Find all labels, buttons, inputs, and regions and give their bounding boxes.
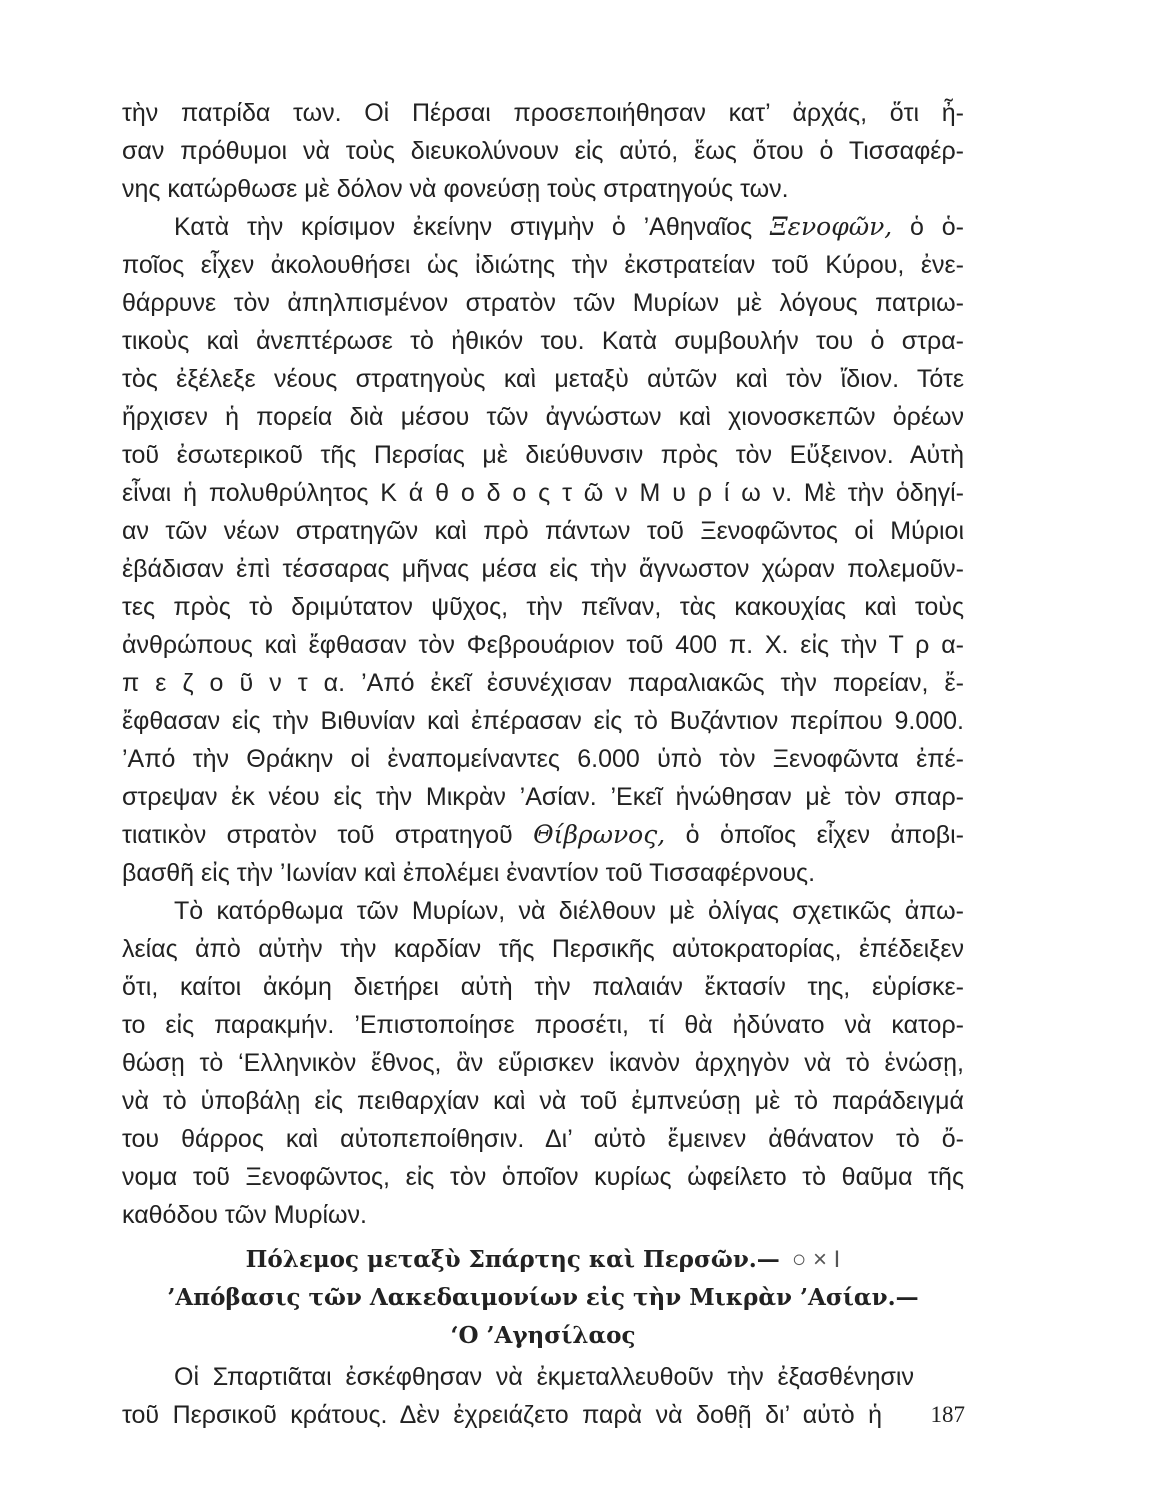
text-run: ὁ ὁποῖος εἶχεν ἀποβι- (685, 821, 964, 849)
text-line: ἐβάδισαν ἐπὶ τέσσαρας μῆνας μέσα εἰς τὴν ἄγνωστον χώραν πολεμοῦν- (122, 555, 964, 583)
text-line: καθόδου τῶν Μυρίων. (122, 1201, 367, 1229)
text-line (174, 210, 964, 244)
text-line: τοῦ ἐσωτερικοῦ τῆς Περσίας μὲ διεύθυνσιν πρὸς τὸν Εὔξεινον. Αὐτὴ (122, 441, 964, 469)
section-heading-line (122, 1242, 964, 1278)
text-line: ὅτι, καίτοι ἀκόμη διετήρει αὐτὴ τὴν παλαιάν ἔκτασίν της, εὑρίσκε- (122, 973, 964, 1001)
heading-text: Πόλεμος μεταξὺ Σπάρτης καὶ Περσῶν.— (245, 1246, 780, 1273)
handwritten-margin-note: ○ × Ι (791, 1246, 841, 1273)
italic-name: Θίβρωνος, (533, 820, 666, 849)
text-line: λείας ἀπὸ αὐτὴν τὴν καρδίαν τῆς Περσικῆς αὐτοκρατορίας, ἐπέδειξεν (122, 935, 964, 963)
text-line: Οἱ Σπαρτιᾶται ἐσκέφθησαν νὰ ἐκμεταλλευθοῦν τὴν ἐξασθένησιν (174, 1363, 914, 1391)
text-line: π ε ζ ο ῦ ν τ α. ’Από ἐκεῖ ἐσυνέχισαν παραλιακῶς τὴν πορείαν, ἔ- (122, 669, 964, 697)
text-line: νης κατώρθωσε μὲ δόλον νὰ φονεύσῃ τοὺς στρατηγούς των. (122, 175, 789, 203)
text-line: ’Από τὴν Θράκην οἱ ἐναπομείναντες 6.000 ὑπὸ τὸν Ξενοφῶντα ἐπέ- (122, 745, 964, 773)
text-run: ὁ ὁ- (910, 213, 964, 241)
text-line: τοῦ Περσικοῦ κράτους. Δὲν ἐχρειάζετο παρὰ νὰ δοθῇ δι’ αὐτὸ ἡ (122, 1401, 882, 1429)
text-line: ἔφθασαν εἰς τὴν Βιθυνίαν καὶ ἐπέρασαν εἰς τὸ Βυζάντιον περίπου 9.000. (122, 707, 964, 735)
text-line: θάρρυνε τὸν ἀπηλπισμένον στρατὸν τῶν Μυρίων μὲ λόγους πατριω- (122, 289, 964, 317)
text-line: τὸς ἐξέλεξε νέους στρατηγοὺς καὶ μεταξὺ αὐτῶν καὶ τὸν ἴδιον. Τότε (122, 365, 964, 393)
text-line: εἶναι ἡ πολυθρύλητος Κ ά θ ο δ ο ς τ ῶ ν Μ υ ρ ί ω ν. Μὲ τὴν ὁδηγί- (122, 479, 964, 507)
text-line: τες πρὸς τὸ δριμύτατον ψῦχος, τὴν πεῖναν, τὰς κακουχίας καὶ τοὺς (122, 593, 964, 621)
text-line: νομα τοῦ Ξενοφῶντος, εἰς τὸν ὁποῖον κυρίως ὠφείλετο τὸ θαῦμα τῆς (122, 1163, 964, 1191)
italic-name: Ξενοφῶν, (769, 212, 893, 241)
text-line: Τὸ κατόρθωμα τῶν Μυρίων, νὰ διέλθουν μὲ ὀλίγας σχετικῶς ἀπω- (174, 897, 964, 925)
text-line: του θάρρος καὶ αὐτοπεποίθησιν. Δι’ αὐτὸ ἔμεινεν ἀθάνατον τὸ ὄ- (122, 1125, 964, 1153)
section-heading-line: ‘Ο ’Αγησίλαος (450, 1322, 636, 1349)
text-run: Κατὰ τὴν κρίσιμον ἐκείνην στιγμὴν ὁ ’Αθηναῖος (174, 213, 753, 241)
text-line: τικοὺς καὶ ἀνεπτέρωσε τὸ ἠθικόν του. Κατὰ συμβουλήν του ὁ στρα- (122, 327, 964, 355)
text-line: βασθῆ εἰς τὴν ’Ιωνίαν καὶ ἐπολέμει ἐναντίον τοῦ Τισσαφέρνους. (122, 859, 816, 887)
text-line: θώσῃ τὸ ‘Ελληνικὸν ἔθνος, ἂν εὕρισκεν ἱκανὸν ἀρχηγὸν νὰ τὸ ἑνώσῃ, (122, 1049, 964, 1077)
text-line (122, 818, 964, 852)
text-line: ποῖος εἶχεν ἀκολουθήσει ὡς ἰδιώτης τὴν ἐκστρατείαν τοῦ Κύρου, ἐνε- (122, 251, 964, 279)
text-line: ἤρχισεν ἡ πορεία διὰ μέσου τῶν ἀγνώστων καὶ χιονοσκεπῶν ὀρέων (122, 403, 964, 431)
text-line: ἀνθρώπους καὶ ἔφθασαν τὸν Φεβρουάριον τοῦ 400 π. Χ. εἰς τὴν Τ ρ α- (122, 631, 964, 659)
text-run: τιατικὸν στρατὸν τοῦ στρατηγοῦ (122, 821, 513, 849)
text-line: το εἰς παρακμήν. ’Επιστοποίησε προσέτι, τί θὰ ἠδύνατο νὰ κατορ- (122, 1011, 964, 1039)
section-heading-line: ’Απόβασις τῶν Λακεδαιμονίων εἰς τὴν Μικρὰν ’Ασίαν.— (167, 1284, 919, 1311)
text-line: σαν πρόθυμοι νὰ τοὺς διευκολύνουν εἰς αὐτό, ἕως ὅτου ὁ Τισσαφέρ- (122, 137, 964, 165)
text-line: στρεψαν ἐκ νέου εἰς τὴν Μικρὰν ’Ασίαν. ’Εκεῖ ἡνώθησαν μὲ τὸν σπαρ- (122, 783, 964, 811)
text-line: νὰ τὸ ὑποβάλῃ εἰς πειθαρχίαν καὶ νὰ τοῦ ἐμπνεύσῃ μὲ τὸ παράδειγμά (122, 1087, 964, 1115)
text-line: αν τῶν νέων στρατηγῶν καὶ πρὸ πάντων τοῦ Ξενοφῶντος οἱ Μύριοι (122, 517, 964, 545)
page-number: 187 (930, 1402, 965, 1427)
text-line: τὴν πατρίδα των. Οἱ Πέρσαι προσεποιήθησαν κατ’ ἀρχάς, ὅτι ἦ- (122, 99, 964, 127)
